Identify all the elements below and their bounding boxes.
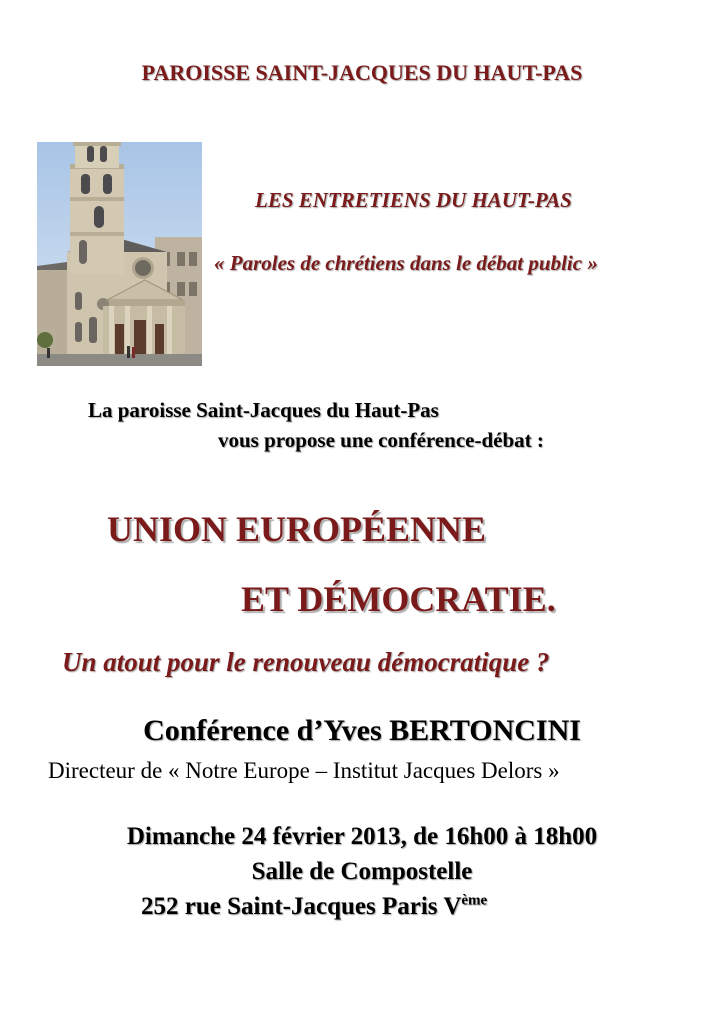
- intro-line-2: vous propose une conférence-débat :: [218, 428, 544, 452]
- event-venue: Salle de Compostelle: [251, 858, 473, 885]
- church-photo: [37, 142, 202, 366]
- address-suffix: ème: [461, 892, 488, 909]
- church-facade-image: [37, 142, 202, 366]
- event-date-time: Dimanche 24 février 2013, de 16h00 à 18h00: [126, 823, 598, 850]
- event-address: [141, 893, 487, 921]
- speaker-role: Directeur de « Notre Europe – Institut Jacques Delors »: [48, 758, 560, 783]
- address-text: 252 rue Saint-Jacques Paris V: [141, 893, 462, 920]
- speaker-name: Conférence d’Yves BERTONCINI: [143, 714, 581, 747]
- intro-line-1: La paroisse Saint-Jacques du Haut-Pas: [88, 398, 439, 422]
- event-tagline: Un atout pour le renouveau démocratique ?: [62, 647, 550, 677]
- series-title: LES ENTRETIENS DU HAUT-PAS: [255, 188, 572, 212]
- event-title-line-2: ET DÉMOCRATIE.: [241, 579, 556, 619]
- event-title-line-1: UNION EUROPÉENNE: [107, 509, 487, 549]
- series-subtitle: « Paroles de chrétiens dans le débat public »: [214, 251, 598, 275]
- parish-title: PAROISSE SAINT-JACQUES DU HAUT-PAS: [141, 60, 583, 85]
